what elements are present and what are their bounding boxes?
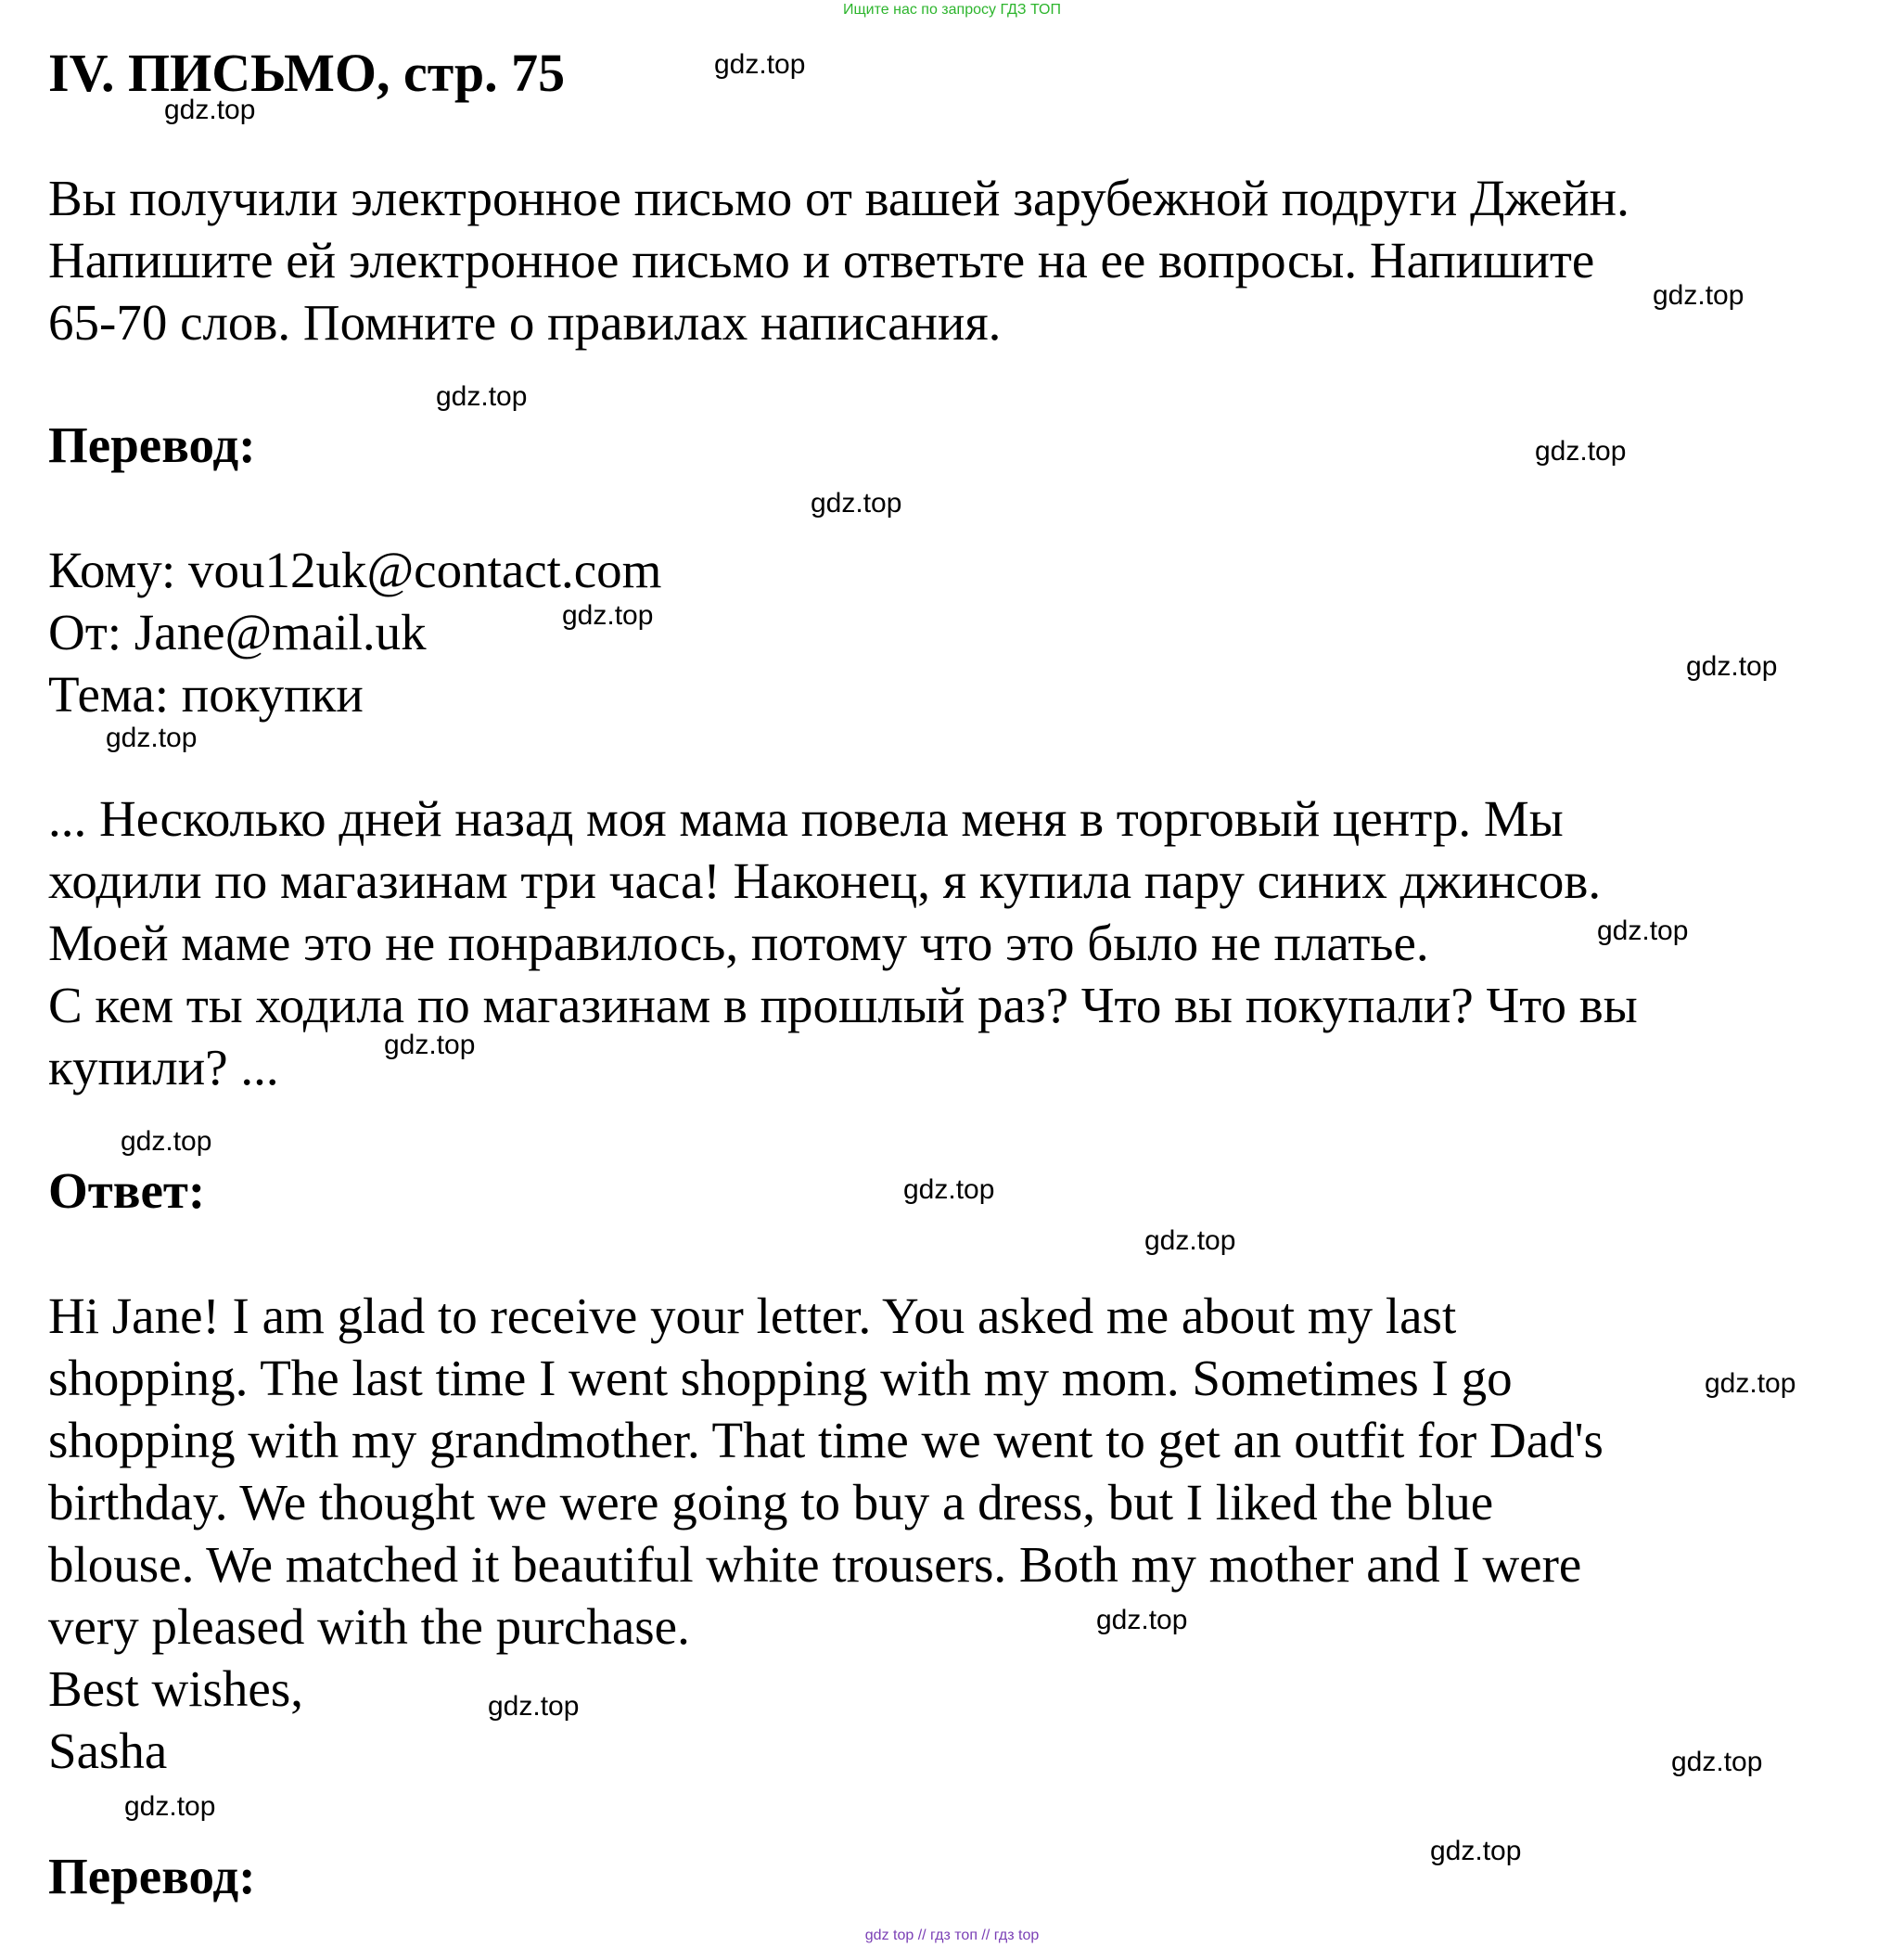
- watermark: gdz.top: [164, 95, 256, 125]
- watermark: gdz.top: [1705, 1368, 1796, 1399]
- answer-line: shopping with my grandmother. That time we went to get an outfit for Dad's: [48, 1412, 1604, 1468]
- email-body-line: Моей маме это не понравилось, потому что это было не платье.: [48, 915, 1429, 971]
- email-body-line: С кем ты ходила по магазинам в прошлый раз? Что вы покупали? Что вы: [48, 977, 1638, 1033]
- watermark: gdz.top: [714, 49, 806, 80]
- task-line: 65-70 слов. Помните о правилах написания.: [48, 294, 1002, 351]
- email-body-line: ... Несколько дней назад моя мама повела меня в торговый центр. Мы: [48, 790, 1564, 847]
- task-line: Напишите ей электронное письмо и ответьте на ее вопросы. Напишите: [48, 232, 1595, 288]
- translation-heading: Перевод:: [48, 416, 256, 473]
- watermark: gdz.top: [1096, 1605, 1188, 1635]
- closing-line: Best wishes,: [48, 1660, 303, 1717]
- email-subject: Тема: покупки: [48, 666, 364, 723]
- watermark: gdz.top: [562, 600, 654, 631]
- page-title: IV. ПИСЬМО, стр. 75: [48, 43, 566, 103]
- bottom-banner: gdz top // гдз топ // гдз top: [864, 1928, 1040, 1943]
- watermark: gdz.top: [1671, 1747, 1763, 1777]
- answer-heading: Ответ:: [48, 1162, 206, 1219]
- watermark: gdz.top: [1597, 916, 1689, 946]
- answer-line: birthday. We thought we were going to buy a dress, but I liked the blue: [48, 1474, 1494, 1531]
- translation-heading-2: Перевод:: [48, 1848, 256, 1904]
- watermark: gdz.top: [124, 1791, 216, 1822]
- watermark: gdz.top: [106, 723, 198, 753]
- email-to: Кому: vou12uk@contact.com: [48, 542, 662, 598]
- email-body-line: купили? ...: [48, 1039, 279, 1095]
- watermark: gdz.top: [488, 1691, 580, 1722]
- top-banner: Ищите нас по запросу ГДЗ ТОП: [843, 2, 1061, 18]
- signature-line: Sasha: [48, 1723, 168, 1779]
- answer-line: very pleased with the purchase.: [48, 1598, 690, 1655]
- watermark: gdz.top: [436, 381, 528, 412]
- watermark: gdz.top: [811, 488, 902, 519]
- answer-line: blouse. We matched it beautiful white trousers. Both my mother and I were: [48, 1536, 1582, 1593]
- answer-line: shopping. The last time I went shopping with my mom. Sometimes I go: [48, 1350, 1513, 1406]
- watermark: gdz.top: [1535, 436, 1627, 467]
- task-line: Вы получили электронное письмо от вашей зарубежной подруги Джейн.: [48, 170, 1629, 226]
- watermark: gdz.top: [384, 1030, 476, 1060]
- email-body-line: ходили по магазинам три часа! Наконец, я купила пару синих джинсов.: [48, 852, 1602, 909]
- watermark: gdz.top: [903, 1174, 995, 1205]
- email-from: От: Jane@mail.uk: [48, 604, 427, 660]
- watermark: gdz.top: [1144, 1225, 1236, 1256]
- watermark: gdz.top: [1430, 1836, 1522, 1866]
- watermark: gdz.top: [121, 1126, 212, 1157]
- watermark: gdz.top: [1653, 280, 1744, 311]
- answer-line: Hi Jane! I am glad to receive your letter. You asked me about my last: [48, 1287, 1457, 1344]
- watermark: gdz.top: [1686, 651, 1778, 682]
